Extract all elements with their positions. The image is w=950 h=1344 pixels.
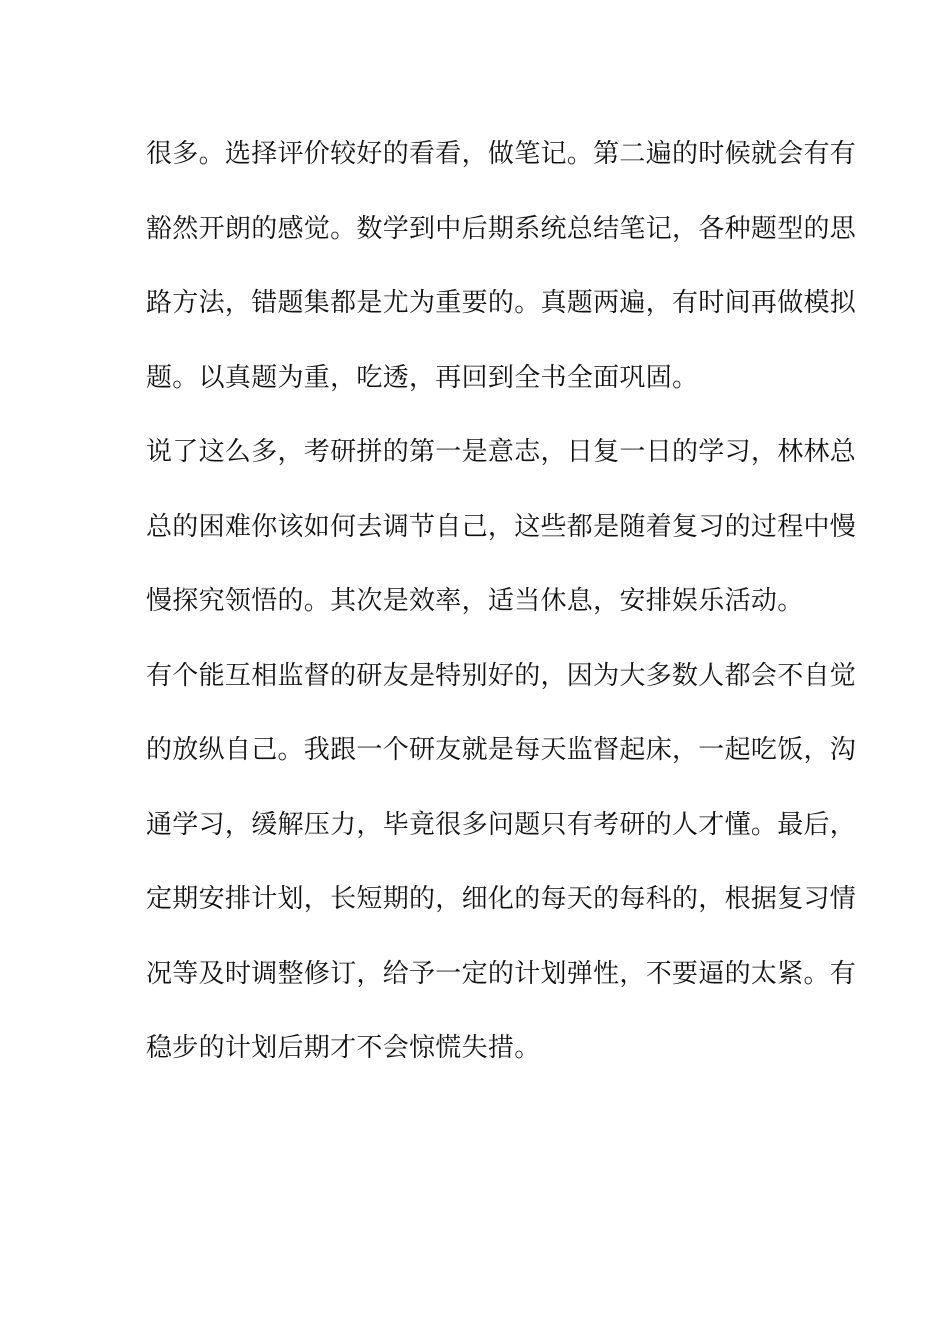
text-line: 有个能互相监督的研友是特别好的，因为大多数人都会不自觉 (146, 660, 857, 691)
text-line: 稳步的计划后期才不会惊慌失措。 (146, 1033, 541, 1063)
text-line: 说了这么多，考研拼的第一是意志，日复一日的学习，林林总 (146, 437, 857, 467)
text-line: 慢探究领悟的。其次是效率，适当休息，安排娱乐活动。 (146, 586, 804, 616)
text-line: 路方法，错题集都是尤为重要的。真题两遍，有时间再做模拟 (146, 288, 857, 318)
text-line: 题。以真题为重，吃透，再回到全书全面巩固。 (146, 362, 699, 393)
paragraph (146, 130, 857, 428)
text-line: 定期安排计划，长短期的，细化的每天的每科的，根据复习情 (146, 884, 857, 914)
text-line: 况等及时调整修订，给予一定的计划弹性，不要逼的太紧。有 (146, 958, 857, 989)
text-line: 通学习，缓解压力，毕竟很多问题只有考研的人才懂。最后， (146, 809, 857, 840)
document-body (146, 130, 857, 1099)
paragraph (146, 652, 857, 1099)
paragraph (146, 428, 857, 652)
text-line: 总的困难你该如何去调节自己，这些都是随着复习的过程中慢 (146, 511, 857, 542)
text-line: 的放纵自己。我跟一个研友就是每天监督起床，一起吃饭，沟 (146, 735, 857, 765)
text-line: 很多。选择评价较好的看看，做笔记。第二遍的时候就会有有 (146, 139, 857, 169)
text-line: 豁然开朗的感觉。数学到中后期系统总结笔记，各种题型的思 (146, 213, 857, 244)
